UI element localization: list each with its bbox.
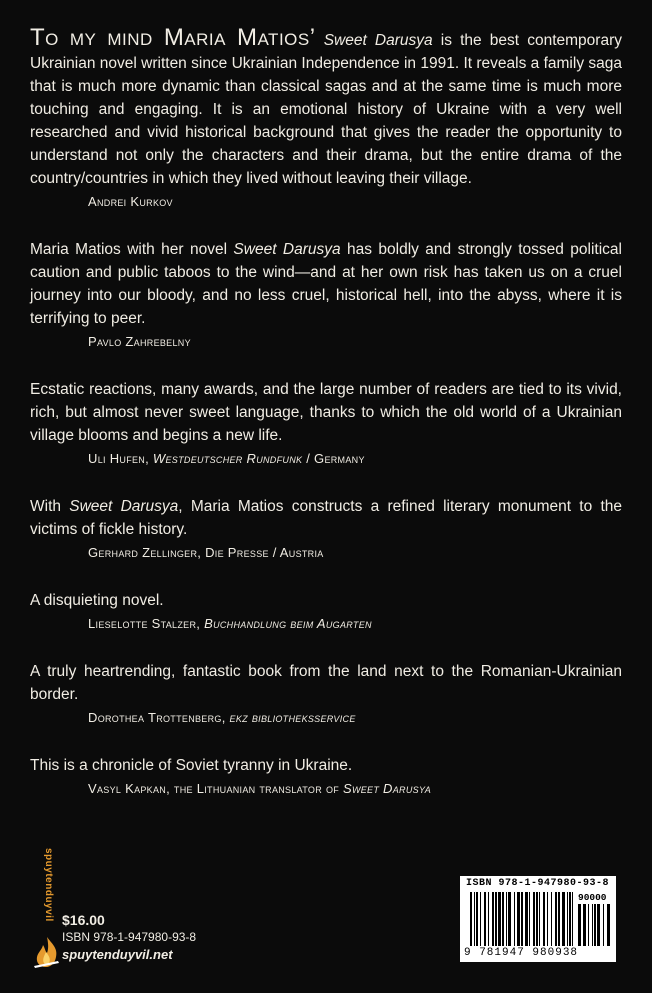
barcode-bar — [476, 892, 478, 946]
book-title: Sweet Darusya — [233, 241, 341, 258]
review-text: Ecstatic reactions, many awards, and the large number of readers are tied to its vivid, rich, but almost never sweet language, thanks to which the old world of a Ukrainian village blooms and begins a new life. — [30, 381, 622, 444]
barcode-bar — [480, 892, 481, 946]
review-author-line — [88, 779, 622, 799]
barcode-bar — [498, 892, 501, 946]
review-author: Vasyl Kapkan, the Lithuanian translator of — [88, 781, 343, 796]
review-text: A truly heartrending, fantastic book from the land next to the Romanian-Ukrainian border. — [30, 663, 622, 703]
barcode-addon-digits: 90000 — [578, 892, 607, 903]
barcode-bar — [562, 892, 565, 946]
barcode-bar — [555, 892, 557, 946]
review-stalzer — [30, 589, 622, 634]
barcode-bar — [597, 904, 600, 946]
publisher-logo — [32, 848, 62, 966]
flame-icon — [32, 936, 62, 968]
barcode-bar — [492, 892, 494, 946]
barcode-bar — [514, 892, 515, 946]
review-source: Buchhandlung beim Augarten — [204, 616, 372, 631]
barcode-bar — [533, 892, 535, 946]
review-body: has boldly and strongly tossed political caution and public taboos to the wind—and at her own risk has taken us on a cruel journey into our bloody, and no less cruel, historical hell, into the abyss, where it is terrifying to peer. — [30, 241, 622, 327]
review-text — [30, 238, 622, 330]
barcode-bar — [502, 892, 504, 946]
publisher-logo-text: spuytenduyvil — [43, 848, 54, 922]
review-suffix: / Germany — [302, 451, 365, 466]
review-zahrebelny — [30, 238, 622, 352]
barcode-bar — [547, 892, 548, 946]
barcode-bar — [539, 892, 540, 946]
barcode-bar — [607, 904, 610, 946]
review-text: A disquieting novel. — [30, 592, 164, 609]
review-author: Lieselotte Stalzer, — [88, 616, 205, 631]
blurbs-column — [30, 26, 622, 825]
publisher-website: spuytenduyvil.net — [62, 947, 173, 962]
review-body: is the best contemporary Ukrainian novel written since Ukrainian Independence in 1991. It reveals a family saga that is much more dynamic than classical sagas and at the same time is much more touching and engaging. It is an emotional history of Ukraine with a very well researched and vivid historical background that gives the reader the opportunity to understand not only the characters and their drama, but the entire drama of the country/countries in which they lived without leaving their village. — [30, 32, 622, 187]
review-text — [30, 495, 622, 541]
barcode-bar — [567, 892, 568, 946]
review-lead: To my mind Maria Matios’ — [30, 24, 316, 51]
barcode-bar — [603, 904, 604, 946]
isbn-barcode — [460, 876, 616, 962]
review-kapkan — [30, 754, 622, 799]
barcode-bar — [536, 892, 538, 946]
review-pre: With — [30, 498, 70, 515]
review-body: , Maria Matios constructs a refined literary monument to the victims of fickle history. — [30, 498, 623, 538]
review-author: Dorothea Trottenberg, — [88, 710, 230, 725]
review-pre: Maria Matios with her novel — [30, 241, 234, 258]
barcode-bar — [508, 892, 511, 946]
barcode-bar — [517, 892, 520, 946]
barcode-bar — [551, 892, 552, 946]
review-source: Westdeutscher Rundfunk — [152, 451, 303, 466]
isbn-text: ISBN 978-1-947980-93-8 — [62, 930, 197, 944]
barcode-bar — [543, 892, 545, 946]
barcode-bar — [525, 892, 528, 946]
review-source: ekz bibliotheksservice — [229, 710, 356, 725]
barcode-bar — [572, 892, 573, 946]
barcode-bar — [506, 892, 507, 946]
barcode-bar — [474, 892, 475, 946]
barcode-bar — [578, 904, 581, 946]
review-author: Uli Hufen, — [88, 451, 153, 466]
review-kurkov — [30, 26, 622, 212]
barcode-isbn-label: ISBN 978-1-947980-93-8 — [466, 878, 610, 889]
barcode-bar — [594, 904, 596, 946]
review-author: Pavlo Zahrebelny — [88, 334, 191, 349]
review-zellinger — [30, 495, 622, 563]
review-text — [30, 26, 622, 190]
price: $16.00 — [62, 912, 105, 928]
review-author: Gerhard Zellinger, Die Presse / Austria — [88, 545, 324, 560]
barcode-bar — [495, 892, 497, 946]
review-author: Andrei Kurkov — [88, 194, 173, 209]
barcode-bar — [529, 892, 530, 946]
review-author-line — [88, 708, 622, 728]
review-hufen — [30, 378, 622, 469]
barcode-bars — [470, 892, 574, 946]
barcode-bar — [521, 892, 523, 946]
book-title: Sweet Darusya — [323, 32, 433, 49]
review-author-line — [88, 614, 622, 634]
barcode-bar — [470, 892, 472, 946]
price-block — [62, 912, 196, 963]
barcode-bar — [569, 892, 571, 946]
review-trottenberg — [30, 660, 622, 728]
barcode-bar — [488, 892, 489, 946]
review-author-line — [88, 449, 622, 469]
barcode-bar — [583, 904, 586, 946]
barcode-digits: 9 781947 980938 — [464, 947, 579, 959]
barcode-bar — [588, 904, 589, 946]
review-text: This is a chronicle of Soviet tyranny in Ukraine. — [30, 757, 353, 774]
review-source: Sweet Darusya — [342, 781, 432, 796]
book-title: Sweet Darusya — [69, 498, 179, 515]
barcode-bar — [558, 892, 560, 946]
barcode-addon-bars — [578, 904, 610, 946]
barcode-bar — [592, 904, 593, 946]
barcode-bar — [484, 892, 486, 946]
